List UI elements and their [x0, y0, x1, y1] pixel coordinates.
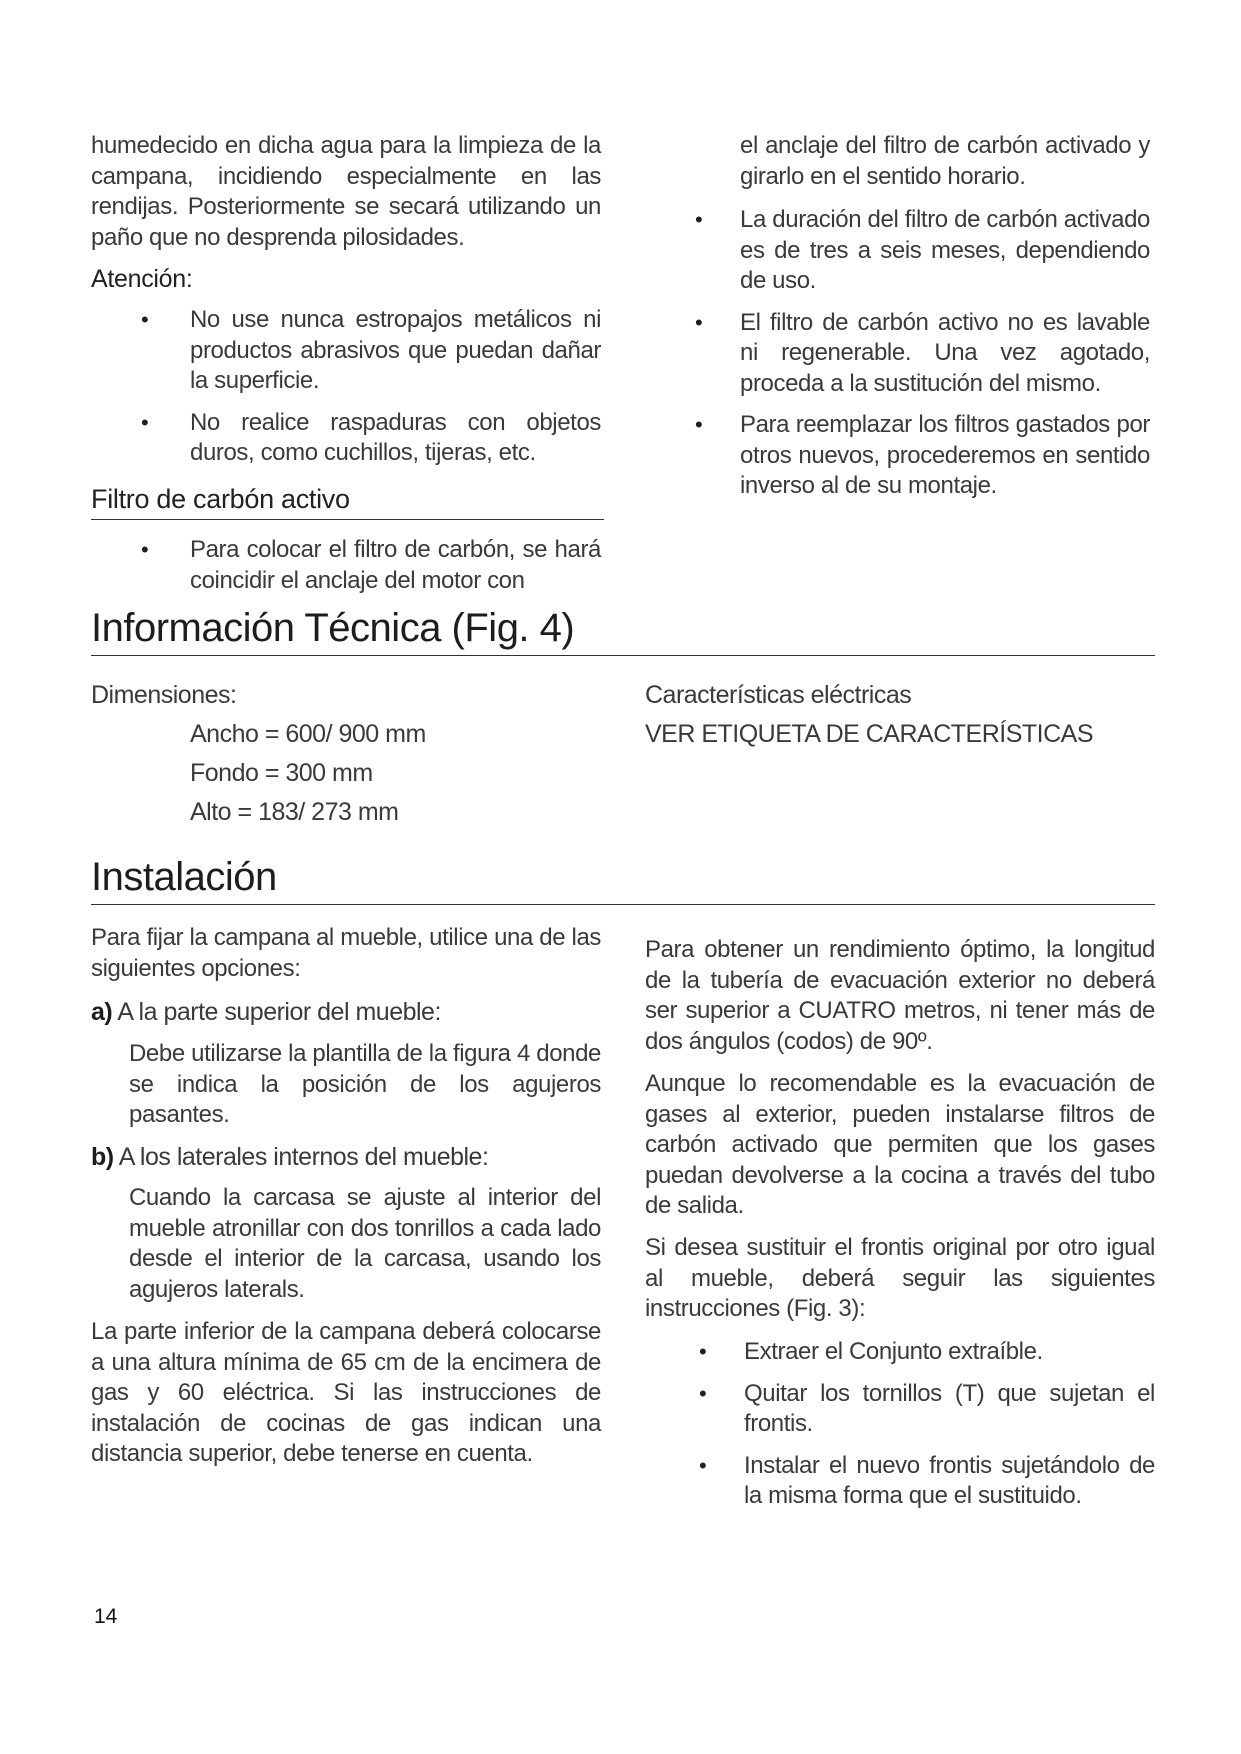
- bullet-icon: •: [695, 412, 703, 437]
- page-number: 14: [94, 1605, 118, 1628]
- option-b-body: Cuando la carcasa se ajuste al interior del mueble atronillar con dos tonrillos a cada lado desde el interior de la carcasa, usando los agujeros laterals.: [129, 1184, 601, 1303]
- bullet-icon: •: [141, 307, 149, 332]
- atencion-label: Atención:: [91, 265, 193, 293]
- alto-value: Alto = 183/ 273 mm: [190, 798, 399, 826]
- bullet-icon: •: [695, 309, 703, 335]
- atencion-list: [141, 305, 601, 469]
- bullet-icon: •: [699, 1380, 707, 1406]
- list-item: • Quitar los tornillos (T) que sujetan el frontis.: [699, 1379, 1155, 1437]
- list-item: • No realice raspaduras con objetos duros, como cuchillos, tijeras, etc.: [141, 408, 601, 466]
- info-tecnica-title: Información Técnica (Fig. 4): [91, 604, 1155, 656]
- filtros-paragraph: Aunque lo recomendable es la evacuación de gases al exterior, pueden instalarse filtros de carbón activado que permiten que los gases puedan devolverse a la cocina a través del tubo de salida.: [645, 1070, 1155, 1219]
- filtro-info-list: [695, 205, 1150, 502]
- option-a-body: Debe utilizarse la plantilla de la figura 4 donde se indica la posición de los agujeros pasantes.: [129, 1040, 601, 1128]
- list-item: • Para reemplazar los filtros gastados por otros nuevos, procederemos en sentido inverso al de su montaje.: [695, 411, 1150, 499]
- frontis-list: [699, 1337, 1155, 1512]
- bullet-icon: •: [699, 1339, 707, 1364]
- bullet-icon: •: [141, 409, 149, 435]
- cleaning-paragraph: humedecido en dicha agua para la limpieza de la campana, incidiendo especialmente en las rendijas. Posteriormente se secará utilizando un paño que no desprenda pilosidades.: [91, 132, 601, 251]
- filtro-list: [141, 535, 601, 596]
- option-b-text: A los laterales internos del mueble:: [118, 1143, 489, 1171]
- option-b: [91, 1142, 488, 1172]
- altura-paragraph: La parte inferior de la campana deberá colocarse a una altura mínima de 65 cm de la encimera de gas y 60 eléctrica. Si las instrucciones de instalación de cocinas de gas indican una distancia superior, debe tenerse en cuenta.: [91, 1318, 601, 1467]
- list-item: • Extraer el Conjunto extraíble.: [744, 1337, 1155, 1368]
- bullet-icon: •: [699, 1452, 707, 1478]
- frontis-paragraph: Si desea sustituir el frontis original por otro igual al mueble, deberá seguir las siguientes instrucciones (Fig. 3):: [645, 1234, 1155, 1322]
- list-item: • Instalar el nuevo frontis sujetándolo de la misma forma que el sustituido.: [699, 1451, 1155, 1509]
- filtro-heading: Filtro de carbón activo: [91, 484, 604, 520]
- bullet-icon: •: [141, 537, 149, 562]
- ancho-value: Ancho = 600/ 900 mm: [190, 720, 426, 748]
- option-a-label: a): [91, 998, 113, 1026]
- bullet-icon: •: [695, 207, 703, 232]
- instalacion-intro: Para fijar la campana al mueble, utilice una de las siguientes opciones:: [91, 924, 601, 982]
- electricas-label: Características eléctricas: [645, 681, 912, 709]
- electricas-value: VER ETIQUETA DE CARACTERÍSTICAS: [645, 720, 1094, 748]
- filtro-continuation: el anclaje del filtro de carbón activado y girarlo en el sentido horario.: [740, 132, 1150, 190]
- option-b-label: b): [91, 1143, 114, 1171]
- list-item: • Para colocar el filtro de carbón, se hará coincidir el anclaje del motor con: [141, 536, 601, 594]
- option-a-text: A la parte superior del mueble:: [117, 998, 441, 1026]
- dimensiones-label: Dimensiones:: [91, 681, 237, 709]
- list-item: • No use nunca estropajos metálicos ni productos abrasivos que puedan dañar la superficie.: [141, 306, 601, 394]
- instalacion-title: Instalación: [91, 853, 1155, 905]
- option-a: [91, 997, 441, 1027]
- list-item: • La duración del filtro de carbón activado es de tres a seis meses, dependiendo de uso.: [695, 206, 1150, 294]
- fondo-value: Fondo = 300 mm: [190, 759, 373, 787]
- list-item: • El filtro de carbón activo no es lavable ni regenerable. Una vez agotado, proceda a la sustitución del mismo.: [695, 308, 1150, 397]
- tuberia-paragraph: Para obtener un rendimiento óptimo, la longitud de la tubería de evacuación exterior no deberá ser superior a CUATRO metros, ni tener más de dos ángulos (codos) de 90º.: [645, 936, 1155, 1055]
